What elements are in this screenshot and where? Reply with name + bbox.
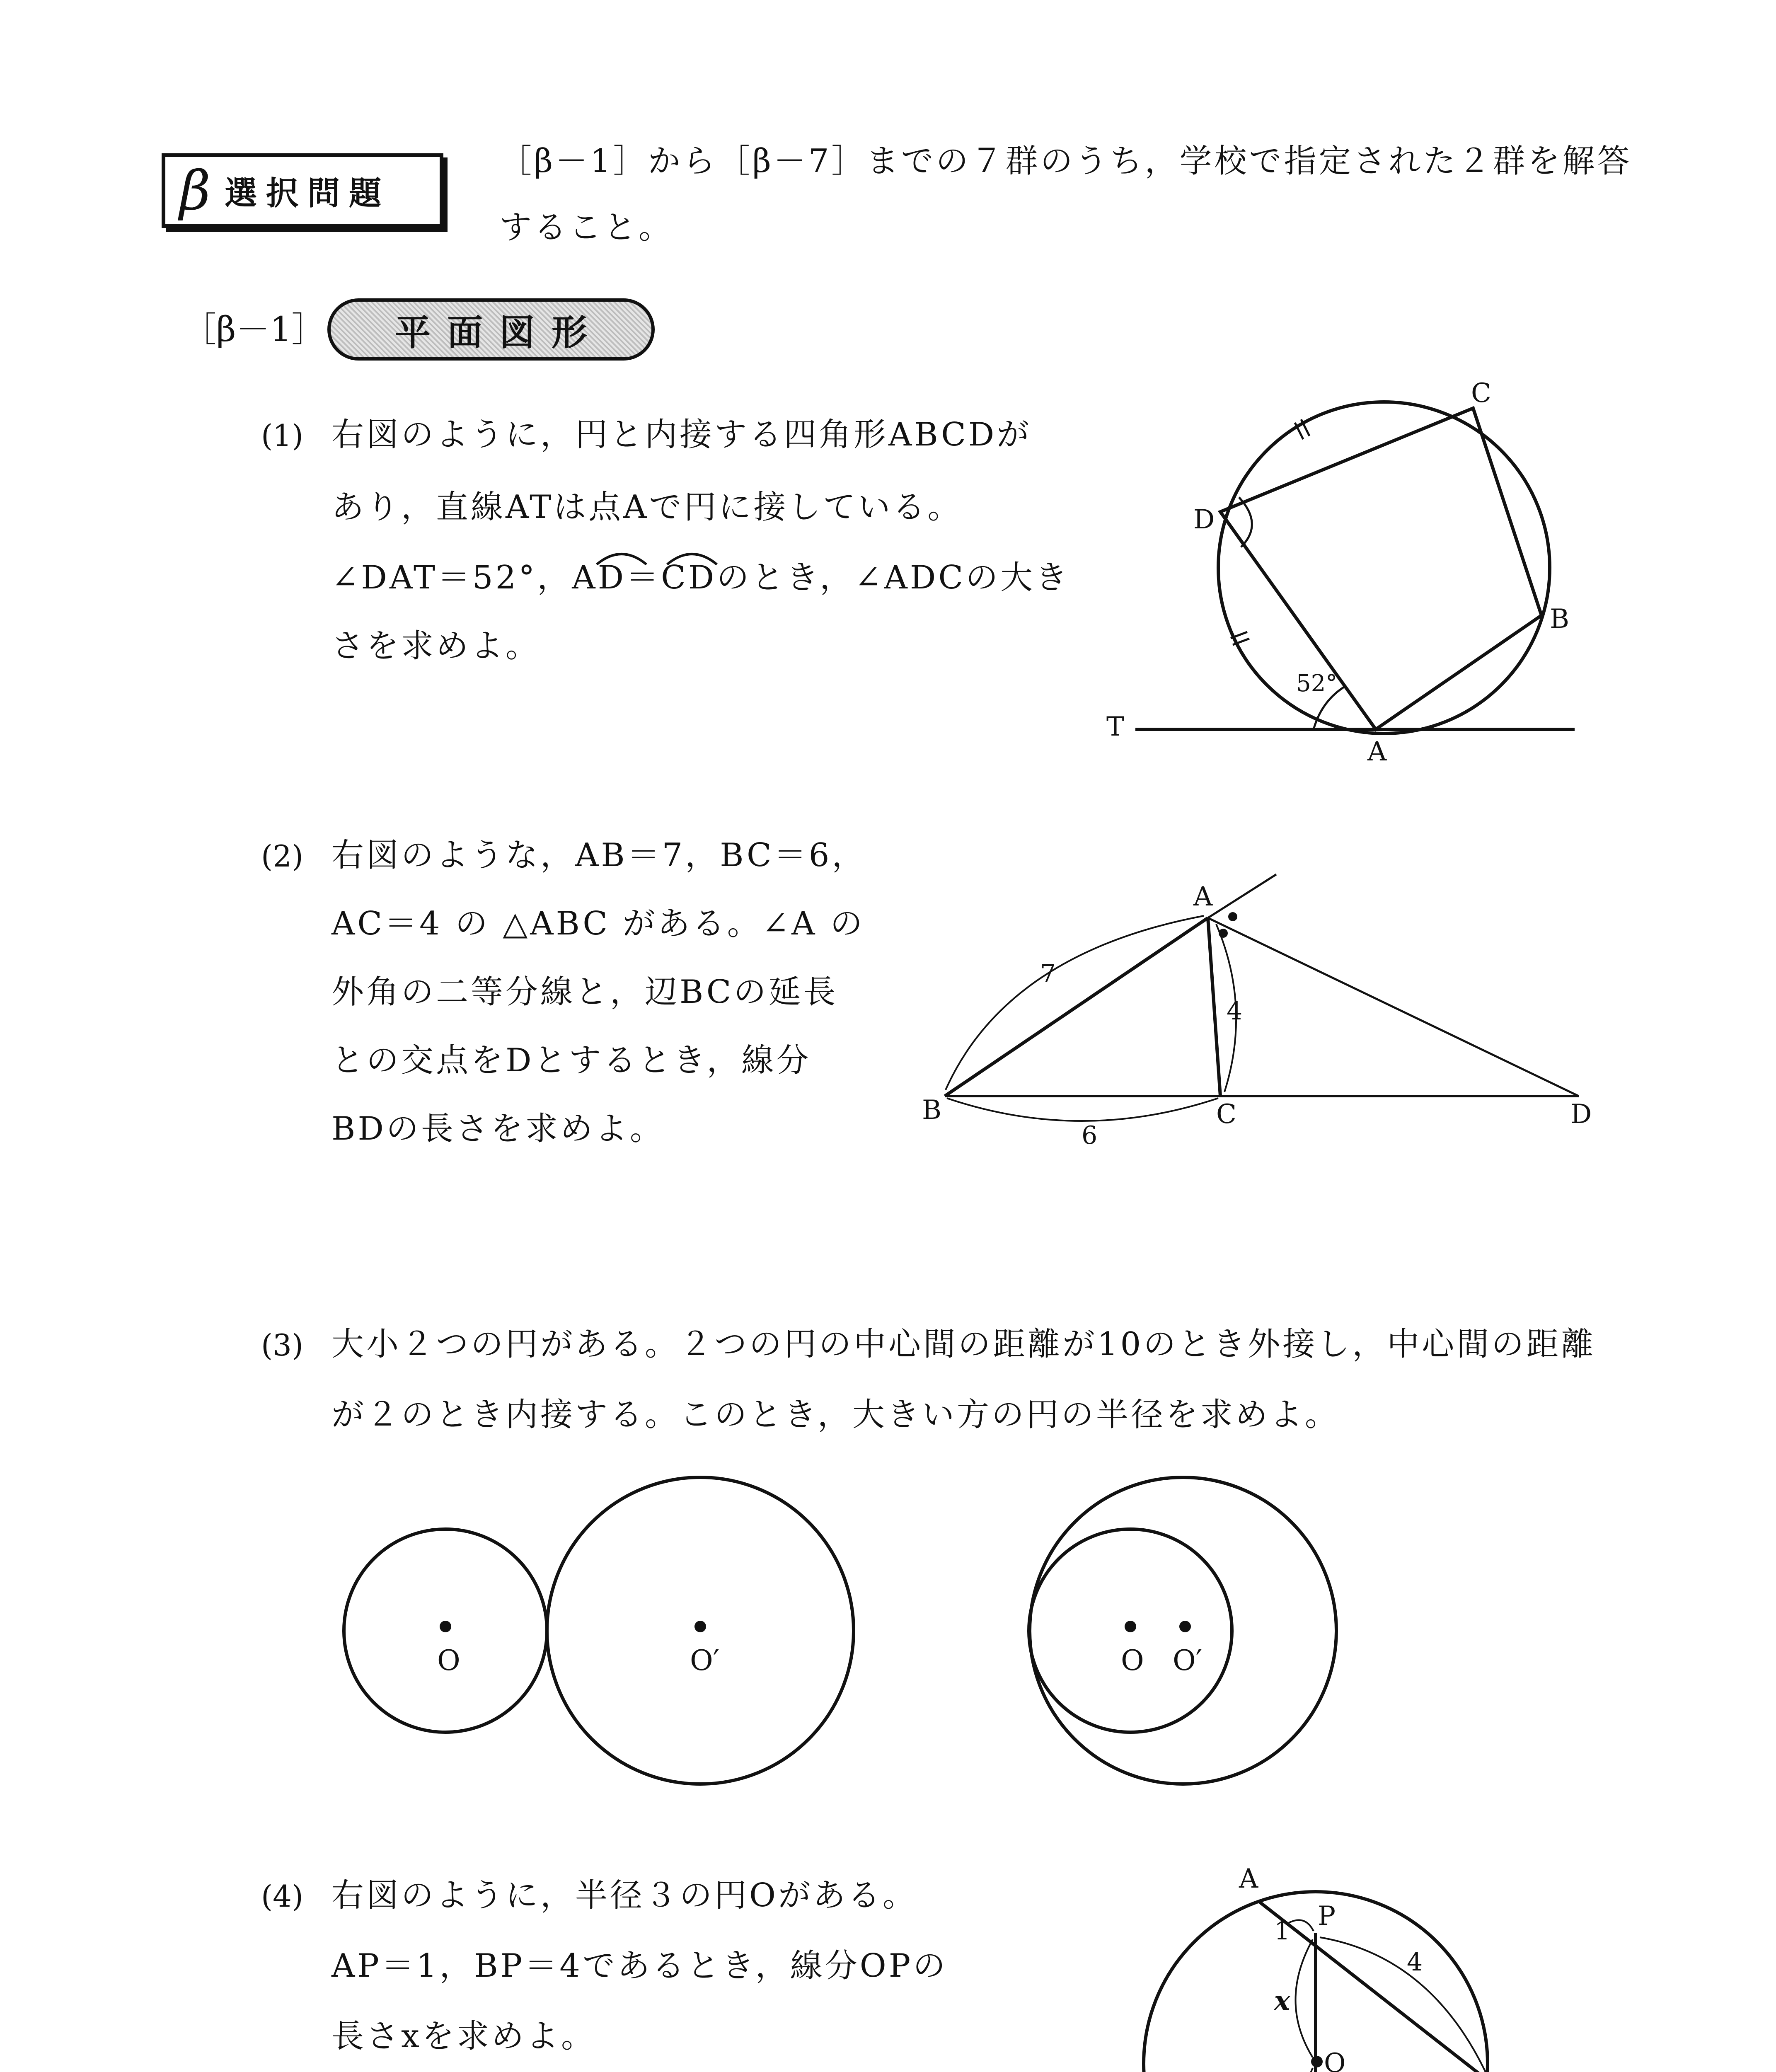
topic-label: 平面図形: [395, 312, 604, 353]
q4-label-A: A: [1239, 1864, 1258, 1894]
q2-figure: [912, 850, 1637, 1181]
intro-line-2: すること。: [499, 209, 674, 246]
q1-label-C: C: [1471, 378, 1491, 409]
q2-number: (2): [261, 839, 303, 874]
q2-length-AC: 4: [1227, 997, 1243, 1026]
q1-label-T: T: [1106, 712, 1124, 742]
q1-circle: [1218, 402, 1550, 733]
q2-label-B: B: [922, 1095, 942, 1126]
line-AD: [1208, 918, 1579, 1096]
q1-line-2: あり，直線ATは点Aで円に接している。: [331, 489, 963, 526]
q2-line-5: BDの長さを求めよ。: [331, 1110, 665, 1147]
q1-figure: [1077, 352, 1616, 787]
q4-line-2: AP＝1，BP＝4であるとき，線分OPの: [331, 1947, 948, 1985]
side-AC: [1208, 918, 1220, 1096]
chord-AB: [1260, 1902, 1488, 2072]
q1-line-4: さを求めよ。: [331, 627, 541, 665]
q3-line-2: が２のとき内接する。このとき，大きい方の円の半径を求めよ。: [331, 1396, 1340, 1433]
q1-label-A: A: [1367, 736, 1387, 767]
q2-label-D: D: [1570, 1099, 1592, 1130]
quadrilateral-ABCD: [1220, 408, 1541, 729]
q3-line-1: 大小２つの円がある。２つの円の中心間の距離が10のとき外接し，中心間の距離: [331, 1326, 1596, 1363]
side-AB: [945, 918, 1208, 1096]
q4-line-3: 長さxを求めよ。: [331, 2018, 596, 2055]
q4-number: (4): [261, 1879, 303, 1914]
q3-label-O-right: O: [1121, 1644, 1144, 1677]
q4-label-O: O: [1324, 2048, 1346, 2072]
q3-label-O2-right: O′: [1173, 1644, 1203, 1677]
q1-label-D: D: [1193, 504, 1215, 535]
q3-figure: [323, 1450, 1401, 1815]
q2-line-4: との交点をDとするとき，線分: [331, 1042, 811, 1079]
q2-length-AB: 7: [1040, 959, 1056, 988]
q1-label-B: B: [1550, 604, 1570, 634]
q2-label-C: C: [1216, 1099, 1236, 1130]
q1-angle-label: 52°: [1296, 670, 1338, 697]
q2-line-1: 右図のような，AB＝7，BC＝6，: [331, 837, 867, 874]
q2-length-BC: 6: [1082, 1121, 1098, 1150]
q2-label-A: A: [1193, 881, 1213, 912]
q1-line-3: ∠DAT＝52°，AD＝CDのとき，∠ADCの大き: [331, 559, 1070, 596]
q2-line-2: AC＝4 の △ABC がある。∠A の: [331, 905, 865, 942]
q3-number: (3): [261, 1328, 303, 1363]
beta-symbol: β: [179, 159, 211, 222]
q4-figure: [1119, 1840, 1595, 2072]
badge-label: 選択問題: [225, 175, 391, 212]
q2-line-3: 外角の二等分線と，辺BCの延長: [331, 973, 838, 1011]
q3-label-O2-left: O′: [690, 1644, 720, 1677]
q3-label-O-left: O: [437, 1644, 460, 1677]
bisector-extension: [1208, 874, 1276, 918]
intro-line-1: ［β－1］から［β－7］までの７群のうち，学校で指定された２群を解答: [499, 143, 1632, 180]
q4-line-1: 右図のように，半径３の円Oがある。: [331, 1877, 917, 1914]
section-label: ［β－1］: [182, 310, 326, 349]
q1-line-1: 右図のように，円と内接する四角形ABCDが: [331, 416, 1032, 453]
q4-label-P: P: [1318, 1901, 1336, 1932]
q4-length-BP: 4: [1407, 1948, 1423, 1977]
q4-length-AP: 1: [1274, 1917, 1290, 1946]
q4-length-x: x: [1274, 1985, 1290, 2016]
q1-number: (1): [261, 418, 303, 453]
